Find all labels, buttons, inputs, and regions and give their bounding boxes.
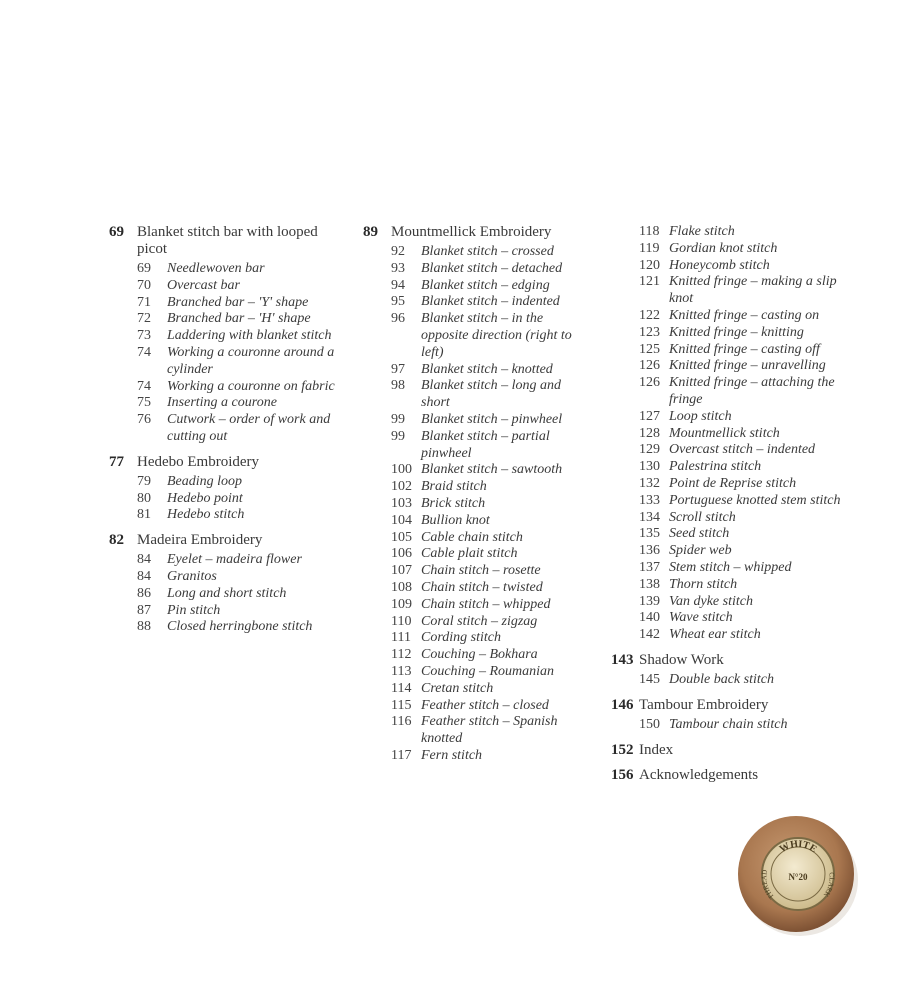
toc-entry xyxy=(109,507,339,524)
toc-entry xyxy=(363,513,593,530)
entry-page-number: 106 xyxy=(391,546,412,562)
entry-title: Blanket stitch – indented xyxy=(421,294,560,310)
toc-entry xyxy=(109,261,339,278)
entry-page-number: 123 xyxy=(639,324,660,340)
toc-entry xyxy=(611,717,861,734)
entry-title: Feather stitch – closed xyxy=(421,697,549,713)
toc-entry xyxy=(611,258,861,275)
thread-spool-image xyxy=(736,814,860,938)
toc-entry xyxy=(109,569,339,586)
toc-entry xyxy=(363,412,593,429)
entry-page-number: 145 xyxy=(639,671,660,687)
entry-page-number: 136 xyxy=(639,543,660,559)
toc-entry xyxy=(109,295,339,312)
entry-title: Beading loop xyxy=(167,473,243,489)
entry-page-number: 120 xyxy=(639,257,660,273)
section-heading xyxy=(109,224,339,258)
entry-title: Flake stitch xyxy=(669,224,735,239)
toc-entry xyxy=(611,594,861,611)
entry-title: Coral stitch – zigzag xyxy=(421,613,538,629)
toc-entry xyxy=(109,491,339,508)
toc-entry xyxy=(363,496,593,513)
entry-title: Knitted fringe – knitting xyxy=(669,324,804,340)
entry-title: Knitted fringe – casting on xyxy=(669,307,820,323)
toc-entry xyxy=(363,630,593,647)
entry-title: Brick stitch xyxy=(421,495,486,511)
toc-entry xyxy=(611,274,861,308)
contents-column-2 xyxy=(363,224,593,765)
toc-entry xyxy=(363,647,593,664)
section-page-number: 143 xyxy=(611,651,634,668)
toc-entry xyxy=(611,672,861,689)
entry-title: Blanket stitch – crossed xyxy=(421,244,554,259)
entry-title: Laddering with blanket stitch xyxy=(167,328,332,344)
entry-page-number: 128 xyxy=(639,425,660,441)
section-title: Tambour Embroidery xyxy=(639,696,769,713)
entry-title: Overcast stitch – indented xyxy=(669,442,816,458)
entry-page-number: 139 xyxy=(639,593,660,609)
toc-entry xyxy=(611,426,861,443)
toc-entry xyxy=(363,664,593,681)
entry-title: Wave stitch xyxy=(669,610,733,626)
entry-page-number: 99 xyxy=(391,411,405,427)
entry-page-number: 119 xyxy=(639,240,660,256)
toc-entry xyxy=(109,379,339,396)
spool-right-text: CLARK xyxy=(821,871,836,899)
toc-item-list xyxy=(109,552,339,636)
entry-page-number: 79 xyxy=(137,473,151,489)
entry-title: Blanket stitch – sawtooth xyxy=(421,462,563,478)
toc-entry xyxy=(363,546,593,563)
toc-item-list xyxy=(363,244,593,765)
entry-page-number: 126 xyxy=(639,358,660,374)
entry-title: Blanket stitch – detached xyxy=(421,260,563,276)
section-heading xyxy=(109,454,339,471)
toc-entry xyxy=(363,597,593,614)
entry-page-number: 87 xyxy=(137,602,151,618)
entry-page-number: 150 xyxy=(639,716,660,732)
entry-page-number: 86 xyxy=(137,585,151,601)
toc-entry xyxy=(363,278,593,295)
toc-entry xyxy=(363,261,593,278)
toc-entry xyxy=(363,311,593,361)
entry-title: Knitted fringe – making a slip knot xyxy=(669,274,837,307)
entry-page-number: 126 xyxy=(639,375,660,391)
entry-page-number: 103 xyxy=(391,495,412,511)
entry-page-number: 81 xyxy=(137,507,151,523)
contents-column-1 xyxy=(109,224,339,636)
entry-title: Point de Reprise stitch xyxy=(669,475,797,491)
toc-entry xyxy=(611,476,861,493)
entry-title: Double back stitch xyxy=(669,671,774,687)
entry-title: Thorn stitch xyxy=(669,576,738,592)
entry-page-number: 74 xyxy=(137,344,151,360)
entry-title: Cutwork – order of work and cutting out xyxy=(167,412,331,444)
entry-title: Scroll stitch xyxy=(669,509,736,525)
entry-title: Palestrina stitch xyxy=(669,459,762,475)
section-title: Hedebo Embroidery xyxy=(137,453,260,470)
toc-entry xyxy=(109,311,339,328)
entry-page-number: 135 xyxy=(639,526,660,542)
entry-page-number: 92 xyxy=(391,244,405,259)
entry-title: Knitted fringe – casting off xyxy=(669,341,820,357)
entry-page-number: 137 xyxy=(639,559,660,575)
entry-title: Spider web xyxy=(669,543,732,559)
toc-entry xyxy=(363,580,593,597)
entry-page-number: 75 xyxy=(137,395,151,411)
entry-title: Honeycomb stitch xyxy=(669,257,770,273)
entry-title: Chain stitch – rosette xyxy=(421,563,541,579)
entry-title: Chain stitch – twisted xyxy=(421,579,543,595)
section-heading xyxy=(363,224,593,241)
entry-page-number: 116 xyxy=(391,714,412,730)
entry-title: Working a couronne around a cylinder xyxy=(167,344,335,377)
entry-title: Hedebo point xyxy=(167,490,243,506)
entry-page-number: 104 xyxy=(391,512,412,528)
entry-title: Wheat ear stitch xyxy=(669,627,761,643)
entry-page-number: 142 xyxy=(639,627,660,643)
toc-entry xyxy=(363,563,593,580)
entry-page-number: 107 xyxy=(391,563,412,579)
toc-entry xyxy=(611,510,861,527)
toc-entry xyxy=(363,530,593,547)
entry-page-number: 100 xyxy=(391,462,412,478)
entry-page-number: 114 xyxy=(391,680,412,696)
toc-section xyxy=(363,224,593,765)
entry-page-number: 125 xyxy=(639,341,660,357)
toc-section xyxy=(611,224,861,644)
toc-entry xyxy=(363,748,593,765)
entry-page-number: 74 xyxy=(137,378,151,394)
entry-page-number: 140 xyxy=(639,610,660,626)
entry-title: Blanket stitch – pinwheel xyxy=(421,411,563,427)
section-title: Mountmellick Embroidery xyxy=(391,224,552,240)
section-page-number: 152 xyxy=(611,741,634,758)
entry-title: Inserting a courone xyxy=(167,395,277,411)
toc-entry xyxy=(363,614,593,631)
section-page-number: 146 xyxy=(611,696,634,713)
entry-page-number: 80 xyxy=(137,490,151,506)
entry-page-number: 132 xyxy=(639,475,660,491)
entry-title: Blanket stitch – edging xyxy=(421,277,550,293)
entry-title: Van dyke stitch xyxy=(669,593,753,609)
entry-page-number: 113 xyxy=(391,663,412,679)
entry-title: Loop stitch xyxy=(669,408,732,424)
toc-entry xyxy=(109,412,339,446)
entry-page-number: 71 xyxy=(137,294,151,310)
toc-entry xyxy=(363,294,593,311)
entry-title: Couching – Bokhara xyxy=(421,647,538,663)
entry-title: Cording stitch xyxy=(421,630,501,646)
toc-entry xyxy=(611,610,861,627)
toc-section xyxy=(611,767,861,784)
toc-entry xyxy=(109,619,339,636)
toc-entry xyxy=(109,328,339,345)
section-page-number: 77 xyxy=(109,453,124,470)
entry-page-number: 102 xyxy=(391,479,412,495)
entry-page-number: 134 xyxy=(639,509,660,525)
section-title: Blanket stitch bar with looped picot xyxy=(137,224,318,257)
toc-entry xyxy=(611,459,861,476)
section-page-number: 69 xyxy=(109,224,124,240)
entry-title: Bullion knot xyxy=(421,512,490,528)
toc-entry xyxy=(363,698,593,715)
toc-entry xyxy=(109,345,339,379)
toc-entry xyxy=(363,462,593,479)
entry-page-number: 117 xyxy=(391,747,412,763)
toc-entry xyxy=(611,342,861,359)
entry-title: Branched bar – 'Y' shape xyxy=(167,294,309,310)
toc-entry xyxy=(363,378,593,412)
entry-title: Cretan stitch xyxy=(421,680,494,696)
entry-title: Hedebo stitch xyxy=(167,507,245,523)
spool-center-text: N°20 xyxy=(788,872,808,882)
entry-page-number: 69 xyxy=(137,261,151,276)
entry-title: Needlewoven bar xyxy=(167,261,265,276)
toc-section xyxy=(109,454,339,524)
entry-page-number: 72 xyxy=(137,311,151,327)
contents-column-3 xyxy=(611,224,861,784)
toc-entry xyxy=(611,409,861,426)
toc-entry xyxy=(611,627,861,644)
spool-brand-text: WHITE xyxy=(777,838,819,856)
toc-entry xyxy=(363,681,593,698)
entry-page-number: 105 xyxy=(391,529,412,545)
toc-entry xyxy=(611,358,861,375)
section-page-number: 89 xyxy=(363,224,378,240)
section-title: Shadow Work xyxy=(639,651,724,668)
toc-entry xyxy=(611,224,861,241)
toc-entry xyxy=(363,429,593,463)
toc-entry xyxy=(109,474,339,491)
entry-title: Feather stitch – Spanish knotted xyxy=(421,714,558,747)
entry-title: Stem stitch – whipped xyxy=(669,559,792,575)
section-title: Madeira Embroidery xyxy=(137,532,263,549)
entry-page-number: 84 xyxy=(137,568,151,584)
section-page-number: 82 xyxy=(109,532,124,549)
entry-title: Mountmellick stitch xyxy=(669,425,780,441)
toc-section xyxy=(611,742,861,759)
toc-entry xyxy=(109,278,339,295)
toc-item-list xyxy=(611,672,861,689)
toc-item-list xyxy=(109,261,339,446)
section-title: Acknowledgements xyxy=(639,766,759,783)
entry-page-number: 109 xyxy=(391,596,412,612)
entry-page-number: 97 xyxy=(391,361,405,377)
entry-page-number: 73 xyxy=(137,328,151,344)
entry-page-number: 111 xyxy=(391,630,411,646)
entry-title: Closed herringbone stitch xyxy=(167,619,313,635)
toc-entry xyxy=(611,526,861,543)
entry-page-number: 121 xyxy=(639,274,660,290)
entry-page-number: 129 xyxy=(639,442,660,458)
toc-entry xyxy=(611,560,861,577)
section-heading xyxy=(611,767,861,784)
entry-page-number: 108 xyxy=(391,579,412,595)
entry-title: Pin stitch xyxy=(167,602,221,618)
entry-title: Couching – Roumanian xyxy=(421,663,554,679)
section-heading xyxy=(611,652,861,669)
toc-entry xyxy=(109,395,339,412)
entry-title: Braid stitch xyxy=(421,479,487,495)
toc-item-list xyxy=(109,474,339,524)
entry-title: Blanket stitch – partial pinwheel xyxy=(421,428,550,461)
entry-page-number: 133 xyxy=(639,492,660,508)
toc-section xyxy=(109,532,339,636)
entry-page-number: 88 xyxy=(137,619,151,635)
entry-page-number: 130 xyxy=(639,459,660,475)
entry-title: Blanket stitch – in the opposite direction (right to left) xyxy=(421,311,572,360)
toc-entry xyxy=(611,543,861,560)
entry-title: Branched bar – 'H' shape xyxy=(167,311,311,327)
toc-entry xyxy=(109,586,339,603)
entry-title: Tambour chain stitch xyxy=(669,716,788,732)
entry-page-number: 84 xyxy=(137,552,151,568)
section-heading xyxy=(611,697,861,714)
section-heading xyxy=(611,742,861,759)
entry-title: Knitted fringe – attaching the fringe xyxy=(669,375,835,407)
entry-title: Chain stitch – whipped xyxy=(421,596,551,612)
section-heading xyxy=(109,532,339,549)
toc-entry xyxy=(109,603,339,620)
entry-page-number: 96 xyxy=(391,311,405,327)
spool-left-text: THREAD xyxy=(760,869,776,901)
entry-title: Long and short stitch xyxy=(167,585,287,601)
toc-entry xyxy=(363,362,593,379)
entry-title: Cable plait stitch xyxy=(421,546,518,562)
entry-title: Blanket stitch – long and short xyxy=(421,378,561,411)
toc-section xyxy=(611,697,861,734)
toc-entry xyxy=(363,479,593,496)
entry-title: Overcast bar xyxy=(167,277,240,293)
entry-title: Blanket stitch – knotted xyxy=(421,361,553,377)
section-title: Index xyxy=(639,741,674,758)
entry-title: Portuguese knotted stem stitch xyxy=(669,492,841,508)
entry-title: Granitos xyxy=(167,568,217,584)
toc-entry xyxy=(363,244,593,261)
toc-entry xyxy=(611,493,861,510)
toc-item-list xyxy=(611,717,861,734)
entry-page-number: 112 xyxy=(391,647,412,663)
toc-entry xyxy=(611,308,861,325)
entry-page-number: 138 xyxy=(639,576,660,592)
entry-title: Fern stitch xyxy=(421,747,483,763)
entry-page-number: 127 xyxy=(639,408,660,424)
entry-page-number: 98 xyxy=(391,378,405,394)
toc-section xyxy=(611,652,861,689)
entry-page-number: 115 xyxy=(391,697,412,713)
toc-entry xyxy=(363,714,593,748)
entry-page-number: 122 xyxy=(639,307,660,323)
entry-page-number: 118 xyxy=(639,224,660,239)
entry-page-number: 70 xyxy=(137,277,151,293)
section-page-number: 156 xyxy=(611,766,634,783)
toc-section xyxy=(109,224,339,446)
entry-page-number: 95 xyxy=(391,294,405,310)
entry-title: Cable chain stitch xyxy=(421,529,523,545)
entry-page-number: 94 xyxy=(391,277,405,293)
toc-entry xyxy=(611,577,861,594)
entry-page-number: 93 xyxy=(391,260,405,276)
entry-title: Knitted fringe – unravelling xyxy=(669,358,826,374)
entry-title: Gordian knot stitch xyxy=(669,240,778,256)
entry-title: Seed stitch xyxy=(669,526,730,542)
entry-page-number: 76 xyxy=(137,412,151,428)
toc-entry xyxy=(611,241,861,258)
entry-title: Working a couronne on fabric xyxy=(167,378,335,394)
toc-item-list xyxy=(611,224,861,644)
toc-entry xyxy=(611,442,861,459)
entry-page-number: 110 xyxy=(391,613,412,629)
entry-page-number: 99 xyxy=(391,428,405,444)
toc-entry xyxy=(109,552,339,569)
toc-entry xyxy=(611,375,861,409)
entry-title: Eyelet – madeira flower xyxy=(167,552,302,568)
toc-entry xyxy=(611,325,861,342)
